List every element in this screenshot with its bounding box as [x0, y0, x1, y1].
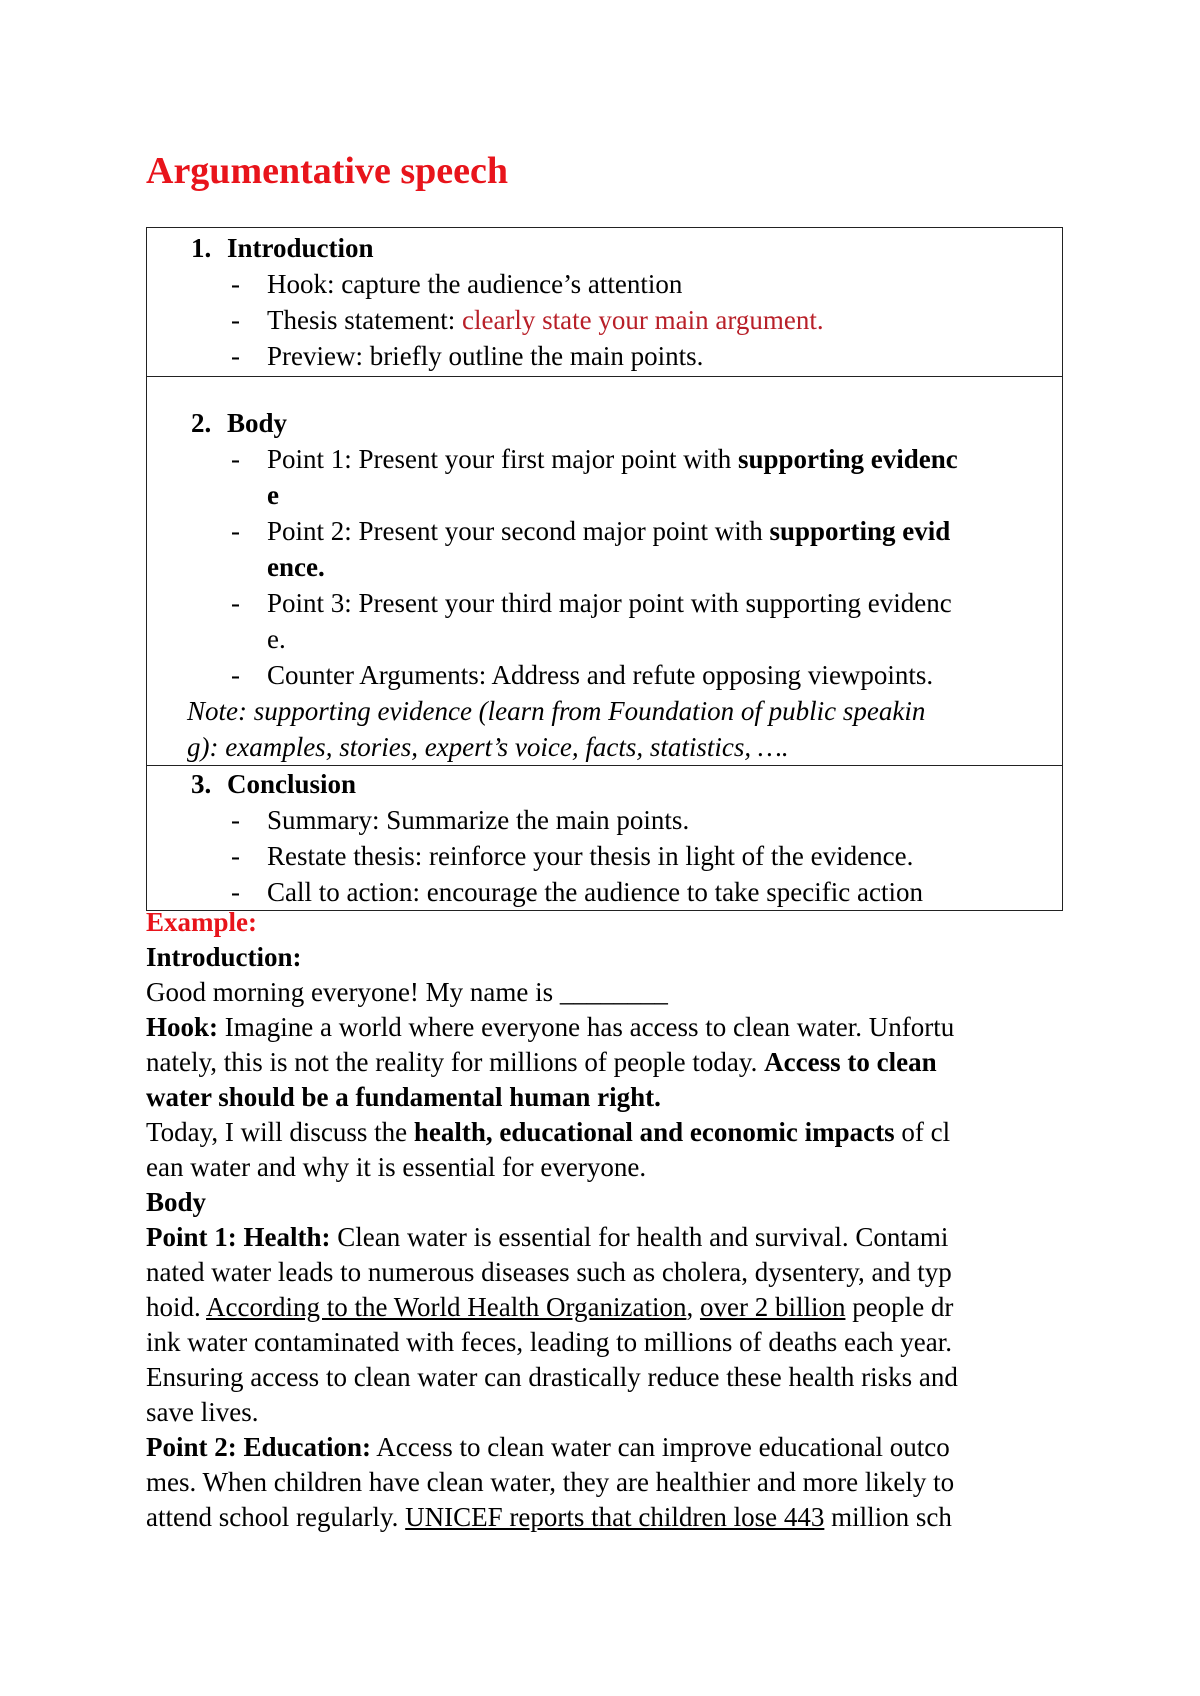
paragraph-line [146, 1430, 1086, 1465]
bold-text: supporting evidenc [737, 444, 958, 474]
list-item-text: Hook: capture the audience’s attention [267, 269, 683, 299]
list-item-text [267, 302, 824, 338]
text-run: Imagine a world where everyone has access to clean water. Unfortu [218, 1012, 955, 1042]
bold-text: water should be a fundamental human right. [146, 1082, 661, 1112]
paragraph-line: mes. When children have clean water, they are healthier and more likely to [146, 1467, 955, 1497]
paragraph-line [146, 1220, 1086, 1255]
list-item-text: Call to action: encourage the audience to take specific action [267, 877, 923, 907]
paragraph-line [146, 1500, 1086, 1535]
list-item-text: Counter Arguments: Address and refute opposing viewpoints. [267, 660, 934, 690]
text-run: people dr [845, 1292, 954, 1322]
list-item [147, 838, 1062, 874]
paragraph-line [146, 1115, 1086, 1150]
dash-bullet: - [231, 841, 240, 871]
dash-bullet: - [231, 805, 240, 835]
section-title: Conclusion [227, 769, 357, 799]
dash-bullet: - [231, 341, 240, 371]
text-run: Access to clean water can improve educational outco [371, 1432, 950, 1462]
text-run: Point 1: Present your first major point with [267, 444, 738, 474]
section-title: Introduction [227, 233, 374, 263]
list-item-continuation [147, 477, 1062, 513]
paragraph-line: nated water leads to numerous diseases such as cholera, dysentery, and typ [146, 1257, 952, 1287]
bold-text: e [267, 480, 279, 510]
text-run: Point 2: Present your second major point with [267, 516, 770, 546]
outline-cell-introduction [147, 228, 1063, 377]
dash-bullet: - [231, 877, 240, 907]
text-run: attend school regularly. [146, 1502, 406, 1532]
note-text: g): examples, stories, expert’s voice, facts, statistics, …. [187, 732, 789, 762]
outline-cell-conclusion [147, 766, 1063, 911]
section-number: 3. [191, 769, 212, 799]
paragraph-line: Ensuring access to clean water can drastically reduce these health risks and [146, 1362, 958, 1392]
text-run: hoid. [146, 1292, 207, 1322]
dash-bullet: - [231, 660, 240, 690]
dash-bullet: - [231, 444, 240, 474]
note-text: Note: supporting evidence (learn from Foundation of public speakin [187, 696, 926, 726]
list-item [147, 657, 1062, 693]
hook-label: Hook: [146, 1012, 219, 1042]
body-heading [146, 1185, 1086, 1220]
dash-bullet: - [231, 516, 240, 546]
section-heading-introduction [147, 230, 1062, 266]
section-heading-body [147, 405, 1062, 441]
intro-heading [146, 940, 1086, 975]
text-run: nately, this is not the reality for millions of people today. [146, 1047, 765, 1077]
greeting-line: Good morning everyone! My name is ________ [146, 977, 668, 1007]
list-item [147, 338, 1062, 374]
speech-outline-table [146, 227, 1063, 911]
outline-cell-body [147, 377, 1063, 766]
bold-text: Body [146, 1187, 207, 1217]
list-item-text [267, 441, 958, 477]
list-item [147, 302, 1062, 338]
underlined-text: According to the World Health Organization [206, 1292, 687, 1322]
bold-text: ence. [267, 552, 325, 582]
thesis-highlight: clearly state your main argument. [461, 305, 824, 335]
list-item-text: Summary: Summarize the main points. [267, 805, 690, 835]
text-run: Clean water is essential for health and survival. Contami [330, 1222, 949, 1252]
section-title: Body [227, 408, 288, 438]
text-run: million sch [824, 1502, 952, 1532]
text-run: , [686, 1292, 700, 1322]
underlined-text: over 2 billion [699, 1292, 846, 1322]
outline-row-conclusion [147, 766, 1063, 911]
list-item-continuation [147, 549, 1062, 585]
list-item-text: Point 3: Present your third major point with supporting evidenc [267, 588, 952, 618]
section-number: 2. [191, 408, 212, 438]
text-run: Today, I will discuss the [146, 1117, 414, 1147]
paragraph-line [146, 1080, 1086, 1115]
list-item [147, 802, 1062, 838]
text-run: of cl [894, 1117, 951, 1147]
section-number: 1. [191, 233, 212, 263]
example-label: Example: [146, 907, 257, 937]
paragraph-line [146, 1290, 1086, 1325]
paragraph-line [146, 1045, 1086, 1080]
dash-bullet: - [231, 588, 240, 618]
point-label: Point 2: Education: [146, 1432, 372, 1462]
bold-text: health, educational and economic impacts [413, 1117, 895, 1147]
underlined-text: UNICEF reports that children lose 443 [405, 1502, 825, 1532]
paragraph-line: ean water and why it is essential for everyone. [146, 1152, 647, 1182]
paragraph-line: save lives. [146, 1397, 259, 1427]
list-item-text: Preview: briefly outline the main points. [267, 341, 704, 371]
dash-bullet: - [231, 269, 240, 299]
list-item-text: Restate thesis: reinforce your thesis in light of the evidence. [267, 841, 914, 871]
bold-text: Access to clean [764, 1047, 937, 1077]
list-item [147, 513, 1062, 549]
bold-text: Introduction: [146, 942, 302, 972]
list-item [147, 585, 1062, 621]
list-item-continuation: e. [267, 624, 286, 654]
list-item [147, 441, 1062, 477]
point-label: Point 1: Health: [146, 1222, 331, 1252]
dash-bullet: - [231, 305, 240, 335]
section-heading-conclusion [147, 766, 1062, 802]
example-section [146, 905, 1086, 1535]
bold-text: supporting evid [769, 516, 951, 546]
paragraph-line: ink water contaminated with feces, leading to millions of deaths each year. [146, 1327, 952, 1357]
page-title: Argumentative speech [146, 150, 508, 192]
list-item-text [267, 513, 950, 549]
thesis-label: Thesis statement: [267, 305, 462, 335]
outline-row-introduction [147, 228, 1063, 377]
outline-row-body [147, 377, 1063, 766]
paragraph-line [146, 1010, 1086, 1045]
list-item [147, 266, 1062, 302]
